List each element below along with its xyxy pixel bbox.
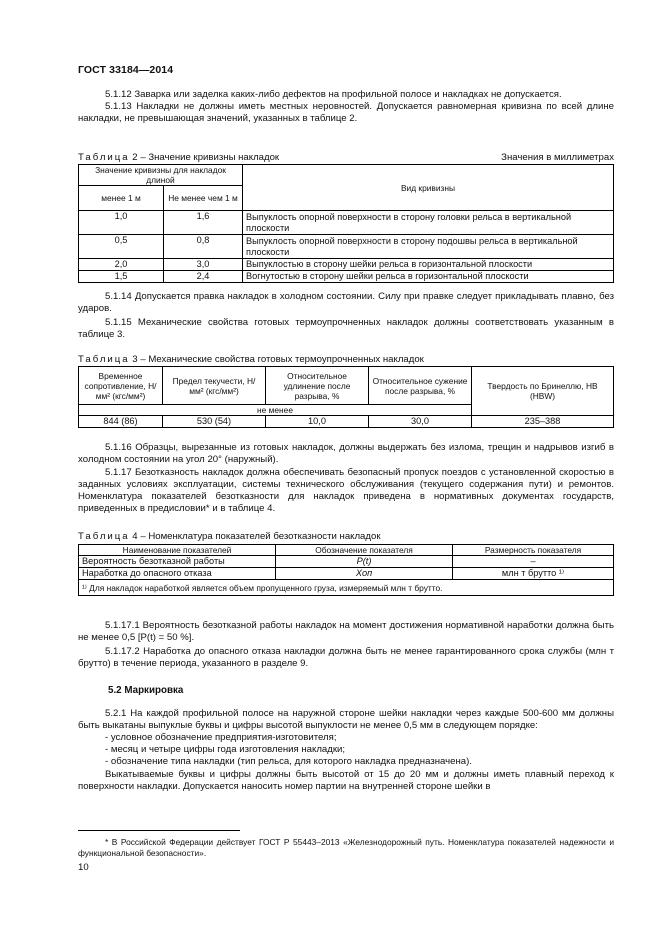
- paragraph: 5.1.16 Образцы, вырезанные из готовых накладок, должны выдержать без излома, трещин и надрывов изгиб в холодном состоянии на угол 20° (наружный).: [78, 442, 614, 465]
- table-cell: млн т брутто ¹⁾: [453, 568, 614, 580]
- table-caption: [78, 354, 614, 366]
- page-number: 10: [78, 862, 89, 873]
- table-number: 3: [132, 354, 138, 365]
- paragraph: 5.1.17 Безотказность накладок должна обеспечивать безопасный пропуск поездов с установленной скоростью в заданных условиях эксплуатации, системы технического обслуживания (текущего содержания пути) и ремонтов. Номенклатура показателей безотказности для накладок приведена в нормативных документах государств, приведенных в предисловии* и в таблице 4.: [78, 467, 614, 514]
- paragraph-block: [78, 620, 614, 670]
- table-cell: Xоп: [276, 568, 453, 580]
- paragraph-block: [78, 89, 614, 125]
- table-cell: Выпуклость опорной поверхности в сторону подошвы рельса в вертикальной плоскости: [243, 235, 614, 259]
- table-caption: [78, 152, 614, 164]
- table-cell: Выпуклостью в сторону шейки рельса в горизонтальной плоскости: [243, 259, 614, 271]
- table-number: 2: [132, 152, 138, 163]
- paragraph: Выкатываемые буквы и цифры должны быть высотой от 15 до 20 мм и должны иметь плавный переход к поверхности накладки. Допускается наносить номер партии на внутренней стороне шейки в: [78, 769, 614, 792]
- paragraph: 5.1.17.2 Наработка до опасного отказа накладки должна быть не менее гарантированного срока службы (млн т брутто) в течение периода, указанного в разделе 9.: [78, 646, 614, 669]
- table-label: Таблица: [78, 354, 130, 365]
- table-cell: P(t): [276, 556, 453, 568]
- table-note: ¹⁾ Для накладок наработкой является объем пропущенного груза, измеряемый млн т брутто.: [79, 580, 614, 596]
- table-label: Таблица: [78, 531, 130, 542]
- header-cell: Временное сопротивление, Н/мм² (кгс/мм²): [79, 367, 163, 405]
- table-units: Значения в миллиметрах: [501, 152, 614, 163]
- header-cell: Обозначение показателя: [276, 545, 453, 556]
- table-cell: Вероятность безотказной работы: [79, 556, 276, 568]
- table-cell: 1,6: [164, 211, 243, 235]
- table-cell: 1,0: [79, 211, 164, 235]
- header-cell: Наименование показателей: [79, 545, 276, 556]
- header-cell: Размерность показателя: [453, 545, 614, 556]
- paragraph: 5.1.12 Заварка или заделка каких-либо дефектов на профильной полосе и накладках не допускается.: [105, 89, 562, 100]
- table-cell: 0,5: [79, 235, 164, 259]
- list-item: - месяц и четыре цифры года изготовления накладки;: [105, 744, 346, 755]
- table-caption: [78, 531, 614, 543]
- table-cell: 3,0: [164, 259, 243, 271]
- list-item: - обозначение типа накладки (тип рельса, для которого накладка предназначена).: [105, 756, 472, 767]
- section-heading: 5.2 Маркировка: [108, 685, 184, 696]
- table-3: [78, 366, 614, 428]
- table-cell: 235–388: [472, 416, 614, 428]
- paragraph: 5.2.1 На каждой профильной полосе на наружной стороне шейки накладки через каждые 500-600 мм должны быть выкатаны выпуклые буквы и цифры высотой выпуклости не менее 0,5 мм в следующем порядке:: [78, 708, 614, 731]
- footnote: * В Российской Федерации действует ГОСТ Р 55443–2013 «Железнодорожный путь. Номенклатура показателей надежности и функциональной безопасности».: [78, 837, 614, 858]
- header-cell: Предел текучести, Н/мм² (кгс/мм²): [163, 367, 266, 405]
- header-cell: Вид кривизны: [243, 165, 614, 211]
- header-cell: Твердость по Бринеллю, НВ (HBW): [472, 367, 614, 416]
- document-header: ГОСТ 33184—2014: [78, 64, 174, 76]
- table-number: 4: [132, 531, 138, 542]
- table-cell: 2,4: [164, 271, 243, 283]
- table-cell: 844 (86): [79, 416, 163, 428]
- bullet-list: [78, 732, 614, 768]
- paragraph-block: [78, 442, 614, 515]
- table-title: – Механические свойства готовых термоупрочненных накладок: [140, 354, 424, 365]
- paragraph: 5.1.13 Накладки не должны иметь местных неровностей. Допускается равномерная кривизна по всей длине накладки, не превышающая значений, указанных в таблице 2.: [78, 101, 614, 124]
- header-cell: не менее: [79, 405, 472, 416]
- table-cell: Вогнутостью в сторону шейки рельса в горизонтальной плоскости: [243, 271, 614, 283]
- table-title: – Значение кривизны накладок: [140, 152, 280, 163]
- table-cell: Наработка до опасного отказа: [79, 568, 276, 580]
- header-cell: менее 1 м: [79, 186, 164, 211]
- footnote-separator: [78, 830, 240, 831]
- table-cell: 530 (54): [163, 416, 266, 428]
- header-cell: Не менее чем 1 м: [164, 186, 243, 211]
- table-title: – Номенклатура показателей безотказности накладок: [140, 531, 381, 542]
- table-label: Таблица: [78, 152, 130, 163]
- table-cell: 30,0: [369, 416, 472, 428]
- header-cell: Относительное сужение после разрыва, %: [369, 367, 472, 405]
- paragraph-block: [78, 708, 614, 793]
- table-cell: 0,8: [164, 235, 243, 259]
- paragraph: 5.1.14 Допускается правка накладок в холодном состоянии. Силу при правке следует прикладывать плавно, без ударов.: [78, 291, 614, 314]
- table-cell: 2,0: [79, 259, 164, 271]
- table-cell: –: [453, 556, 614, 568]
- table-2: [78, 164, 614, 283]
- header-cell: Относительное удлинение после разрыва, %: [266, 367, 369, 405]
- list-item: - условное обозначение предприятия-изготовителя;: [105, 732, 337, 743]
- table-cell: Выпуклость опорной поверхности в сторону головки рельса в вертикальной плоскости: [243, 211, 614, 235]
- table-cell: 1,5: [79, 271, 164, 283]
- table-cell: 10,0: [266, 416, 369, 428]
- paragraph: 5.1.17.1 Вероятность безотказной работы накладок на момент достижения нормативной наработки должна быть не менее 0,5 [P(t) = 50 %].: [78, 620, 614, 643]
- header-cell: Значение кривизны для накладок длиной: [79, 165, 243, 186]
- paragraph: 5.1.15 Механические свойства готовых термоупрочненных накладок должны соответствовать указанным в таблице 3.: [78, 317, 614, 340]
- paragraph-block: [78, 291, 614, 341]
- table-4: [78, 544, 614, 596]
